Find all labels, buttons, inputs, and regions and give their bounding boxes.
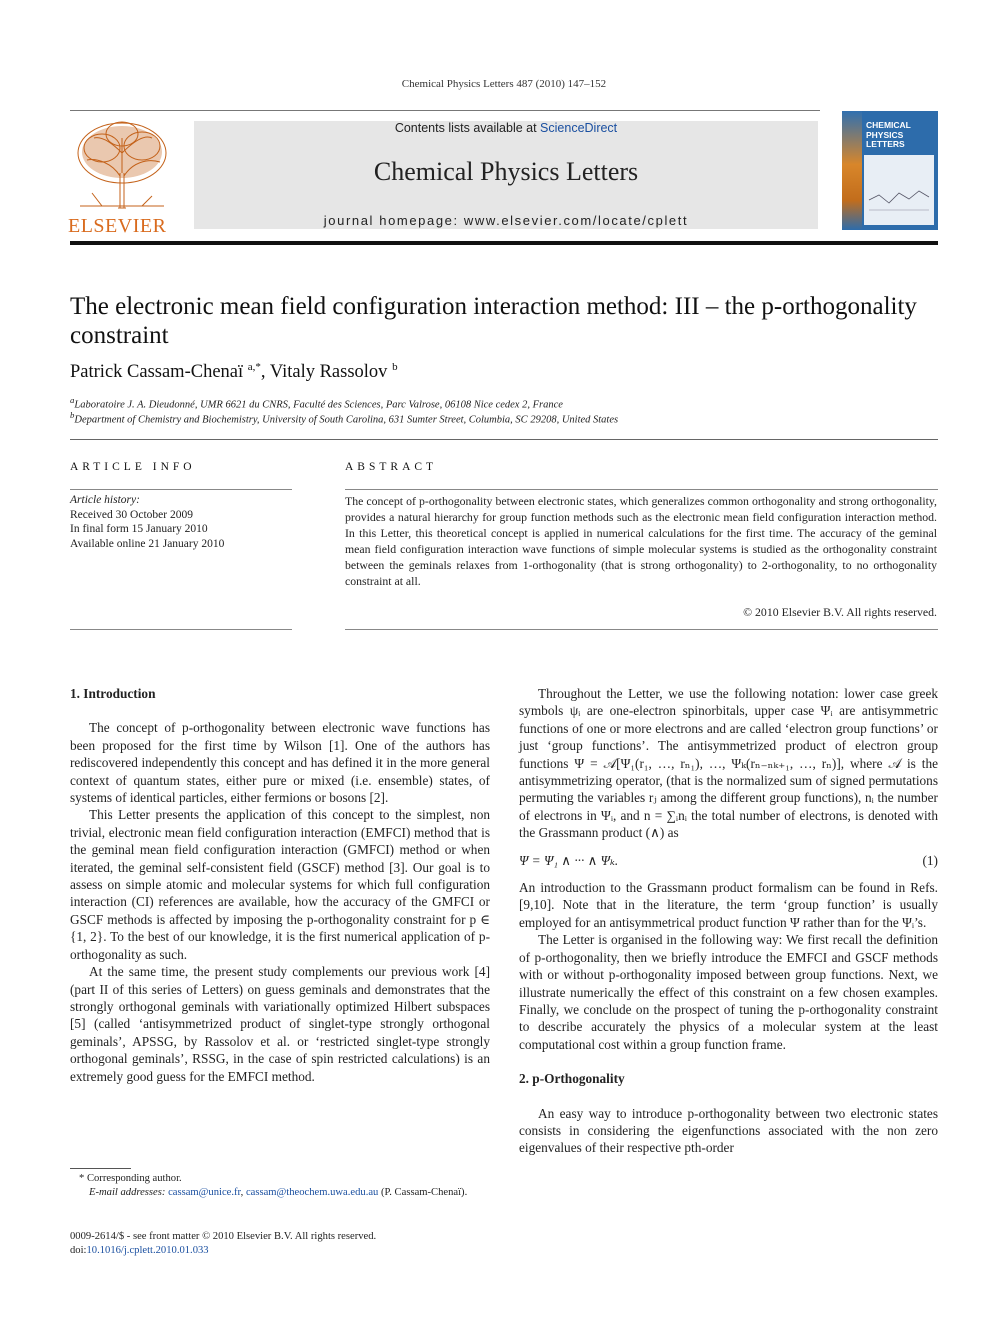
affiliation-a: [70, 395, 563, 411]
cover-title-line: PHYSICS: [866, 129, 904, 140]
journal-homepage[interactable]: journal homepage: www.elsevier.com/locate/cplett: [323, 213, 689, 228]
abstract-heading: ABSTRACT: [345, 461, 438, 473]
abstract-text: The concept of p-orthogonality between electronic states, which generalizes common orthogonality and strong orthogonality, provides a natural hierarchy for group function methods such as the electronic mean field configuration interaction method. In this Letter, this theoretical concept is applied in numerical calculations for the first time. The accuracy of the geminal mean field configuration interaction wave functions of simple molecular systems is studied as the orthogonality constraint between the geminals relaxes from 1-orthogonality (that is strong orthogonality) to 2-orthogonality, to no orthogonality constraint at all.: [345, 494, 937, 588]
article-info-heading: ARTICLE INFO: [70, 461, 196, 473]
elsevier-tree-icon: [72, 118, 172, 210]
footnote-rule: [70, 1168, 131, 1169]
equation-1: [519, 852, 938, 869]
header-top-rule: [70, 110, 820, 111]
journal-banner: [194, 121, 818, 229]
author-list: Patrick Cassam-Chenaï $^{a,*}$, Vitaly Rassolov $^b$: [70, 361, 398, 383]
doi-label: doi:: [70, 1245, 87, 1256]
affiliation-text: Department of Chemistry and Biochemistry, University of South Carolina, 631 Sumter Street, Columbia, SC 29208, United States: [74, 414, 619, 426]
organisation-paragraph: The Letter is organised in the following way: We first recall the definition of p-orthogonality, then we briefly introduce the EMFCI and GSCF methods with or without p-orthogonality imposed between group functions. Next, we illustrate numerically the effect of this constraint on a few chosen examples. Finally, we conclude on the prospect of tuning the p-orthogonality constraint to describe accurately the physics of a molecular system at the least computational cost within a group function frame.: [519, 932, 938, 1052]
affiliation-text: Laboratoire J. A. Dieudonné, UMR 6621 du CNRS, Faculté des Sciences, Parc Valrose, 06108 Nice cedex 2, France: [74, 399, 563, 411]
author-name[interactable]: Vitaly Rassolov: [269, 362, 388, 383]
journal-reference: Chemical Physics Letters 487 (2010) 147–152: [401, 78, 607, 90]
section-heading-p-orthogonality: 2. p-Orthogonality: [519, 1071, 625, 1087]
contents-line: [194, 121, 818, 135]
cover-figure-panel: [864, 155, 934, 225]
info-rule-top: [70, 489, 292, 490]
email-line: E-mail addresses: cassam@unice.fr, cassam@theochem.uwa.edu.au (P. Cassam-Chenaï).: [89, 1187, 468, 1198]
author-affiliation-mark[interactable]: a,*: [247, 361, 261, 373]
affiliation-mark: b: [70, 410, 75, 420]
sciencedirect-link[interactable]: ScienceDirect: [540, 121, 618, 135]
title-divider: [70, 439, 938, 440]
corresponding-author-note: * Corresponding author.: [79, 1173, 182, 1184]
body-right-column: [519, 685, 938, 1157]
email-suffix: (P. Cassam-Chenaï).: [381, 1187, 468, 1198]
doi-line: [70, 1244, 376, 1258]
history-label: Article history:: [70, 494, 140, 506]
journal-cover-image[interactable]: [842, 111, 938, 230]
email-label: E-mail addresses:: [89, 1187, 166, 1198]
history-online: Available online 21 January 2010: [70, 537, 225, 550]
abstract-copyright: © 2010 Elsevier B.V. All rights reserved.: [743, 605, 937, 619]
author-name[interactable]: Patrick Cassam-Chenaï: [70, 362, 244, 383]
doi-link[interactable]: 10.1016/j.cplett.2010.01.033: [86, 1245, 209, 1256]
email-link[interactable]: cassam@theochem.uwa.edu.au: [245, 1187, 379, 1198]
header-thick-rule: [70, 241, 938, 245]
bottom-info: [70, 1230, 376, 1258]
publisher-wordmark: ELSEVIER: [68, 215, 167, 237]
intro-paragraph-1: The concept of p-orthogonality between electronic wave functions has been proposed for the first time by Wilson [1]. One of the authors has rediscovered independently this concept and has defined it in the more general context of quantum states, either pure or mixed (i.e. ensemble) states, of systems of identical particles, either fermions or bosons [2].: [70, 720, 490, 806]
footnote: [70, 1172, 490, 1200]
contents-prefix: Contents lists available at: [394, 121, 541, 135]
equation-body: Ψ = Ψ₁ ∧ ··· ∧ Ψₖ.: [519, 852, 619, 868]
intro-paragraph-2: This Letter presents the application of this concept to the simplest, non trivial, electronic mean field configuration interaction (EMFCI) method that is the geminal mean field configuration interaction (GMFCI) method or when iterated, the geminal self-consistent field (GSCF) method [3]. Our goal is to assess on simple atomic and molecular systems for which full configuration interaction (CI) references are available, how the accuracy of the GMFCI or GSCF methods is affected by imposing the p-orthogonality constraint for p ∈ {1, 2}. To the best of our knowledge, it is the first numerical application of p-orthogonality as such.: [70, 807, 490, 962]
cover-figure-icon: [864, 155, 934, 225]
email-link[interactable]: cassam@unice.fr: [168, 1187, 241, 1198]
article-history: [70, 493, 224, 551]
equation-number: (1): [922, 852, 938, 868]
intro-paragraph-3: At the same time, the present study complements our previous work [4] (part II of this series of Letters) on guess geminals and demonstrates that the strongly orthogonal geminals with variationally optimized Hilbert subspaces [5] (called ‘antisymmetrized product of singlet-type strongly orthogonal geminals’, APSSG, by Rassolov et al. or ‘restricted singlet-type strongly orthogonal geminals’, RSSG, in the case of spin restricted calculations) is an extremely good guess for the EMFCI method.: [70, 964, 490, 1084]
elsevier-logo[interactable]: [68, 118, 178, 237]
history-final-form: In final form 15 January 2010: [70, 523, 208, 535]
p-orthogonality-paragraph: An easy way to introduce p-orthogonality between two electronic states consists in considering the eigenfunctions associated with the non zero eigenvalues of their respective pth-order: [519, 1105, 938, 1156]
abstract-rule-top: [345, 489, 938, 490]
journal-title: Chemical Physics Letters: [373, 157, 639, 186]
issn-line: 0009-2614/$ - see front matter © 2010 Elsevier B.V. All rights reserved.: [70, 1231, 377, 1242]
info-rule-bottom: [70, 629, 292, 630]
grassmann-paragraph: An introduction to the Grassmann product formalism can be found in Refs. [9,10]. Note that in the literature, the term ‘group function’ is usually employed for an antisymmetrical product function Ψ rather than for the Ψᵢ’s.: [519, 880, 938, 930]
history-received: Received 30 October 2009: [70, 508, 193, 521]
cover-title-line: CHEMICAL: [866, 120, 911, 130]
cover-decoration: [842, 111, 862, 230]
section-heading-introduction: 1. Introduction: [70, 686, 156, 701]
article-title: The electronic mean field configuration interaction method: III – the p-orthogonality constraint: [70, 293, 917, 349]
notation-paragraph: Throughout the Letter, we use the following notation: lower case greek symbols ψᵢ are one-electron spinorbitals, upper case Ψᵢ are antisymmetric functions of one or more electrons and are called ‘electron group functions’ or just ‘group functions’. The antisymmetrized product of electron group functions Ψ = 𝒜[Ψ₁(r₁, …, rₙ₁), …, Ψₖ(rₙ₋ₙₖ₊₁, …, rₙ)], where 𝒜 is the antisymmetrizing operator, (that is the normalized sum of signed permutations permuting the variables rⱼ among the different group functions), nᵢ the number of electrons in Ψᵢ, and n = ∑ᵢnᵢ the total number of electrons, is denoted with the Grassmann product (∧) as: [519, 686, 938, 841]
affiliation-mark: a: [70, 395, 75, 405]
cover-title: [866, 121, 911, 150]
affiliation-b: [70, 410, 618, 426]
body-left-column: [70, 685, 490, 1085]
cover-title-line: LETTERS: [866, 139, 905, 149]
abstract-rule-bottom: [345, 629, 938, 630]
author-affiliation-mark[interactable]: b: [392, 361, 398, 373]
